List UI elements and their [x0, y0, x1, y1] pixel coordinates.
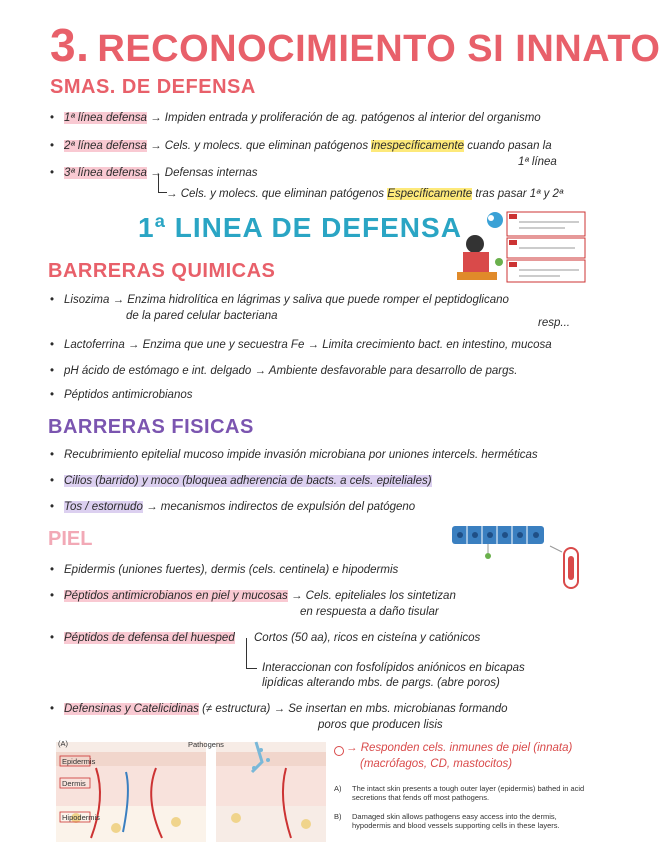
defense-lines-illustration: [455, 208, 595, 288]
piel-heading: PIEL: [48, 528, 93, 550]
smas-line-2: [64, 139, 552, 153]
fisicas-b2a: Cilios (barrido) y moco (bloquea adherencia de bacts. a cels. epiteliales): [64, 475, 432, 487]
smas-l3-text-a: → Defensas internas: [150, 167, 258, 179]
smas-l3-highlight: Específicamente: [387, 188, 473, 200]
caption-a-letter: A): [334, 784, 342, 793]
piel-b1: • Epidermis (uniones fuertes), dermis (cels. centinela) e hipodermis: [64, 563, 398, 577]
epithelium-illustration: [450, 522, 590, 598]
piel-b2-text-b: en respuesta a daño tisular: [300, 606, 439, 618]
title-number: 3.: [50, 19, 90, 71]
piel-b3-text-a: Cortos (50 aa), ricos en cisteína y catiónicos: [254, 632, 481, 644]
page-title: [50, 18, 660, 72]
quimicas-b3: • pH ácido de estómago e int. delgado → Ambiente desfavorable para desarrollo de pargs.: [64, 364, 517, 378]
fisicas-b3-term: Tos / estornudo: [64, 501, 143, 513]
smas-l2-text-c: 1ª línea: [518, 156, 557, 168]
piel-b4-term: Defensinas y Catelicidinas: [64, 703, 199, 715]
fig-label-epidermis: Epidermis: [62, 757, 96, 766]
quimicas-b1a: • Lisozima → Enzima hidrolítica en lágrimas y saliva que puede romper el peptidoglicano: [64, 293, 509, 307]
smas-l1-text: → Impiden entrada y proliferación de ag. patógenos al interior del organismo: [150, 112, 541, 124]
fig-label-pathogens: Pathogens: [188, 740, 224, 749]
caption-a: The intact skin presents a tough outer layer (epidermis) bathed in acid secretions that fends off most pathogens.: [352, 784, 585, 802]
piel-b4: [64, 702, 508, 716]
piel-b3: [64, 631, 235, 645]
caption-b-letter: B): [334, 812, 342, 821]
smas-l3-text-b: → Cels. y molecs. que eliminan patógenos: [166, 188, 384, 200]
piel-b4-text-b: poros que producen lisis: [318, 719, 443, 731]
red-annotation-a: → Responden cels. inmunes de piel (innata): [346, 742, 573, 754]
smas-l2-text-b: cuando pasan la: [467, 140, 552, 152]
piel-b2-text-a: → Cels. epiteliales los sintetizan: [290, 590, 456, 602]
smas-l2-term: 2ª línea defensa: [64, 140, 147, 152]
quimicas-b4: • Péptidos antimicrobianos: [64, 388, 193, 402]
smas-l2-text-a: → Cels. y molecs. que eliminan patógenos: [150, 140, 369, 152]
piel-b2: [64, 589, 456, 603]
fig-label-dermis: Dermis: [62, 779, 86, 788]
primera-linea-heading: 1ª LINEA DE DEFENSA: [138, 212, 462, 243]
piel-b3-term: Péptidos de defensa del huesped: [64, 632, 235, 644]
smas-line-1: [64, 111, 541, 125]
smas-l3-term: 3ª línea defensa: [64, 167, 147, 179]
epithelium-svg: [450, 522, 590, 598]
caption-b: Damaged skin allows pathogens easy access into the dermis, hypodermis and blood vessels supporting cells in these layers.: [352, 812, 560, 830]
piel-b3-text-c: lipídicas alterando mbs. de pargs. (abre poros): [262, 677, 500, 689]
fig-label-hipodermis: Hipodermis: [62, 813, 100, 822]
quimicas-b1b: de la pared celular bacteriana: [126, 310, 278, 322]
title-text: RECONOCIMIENTO SI INNATO: [97, 28, 660, 70]
smas-line-3b: [166, 187, 563, 201]
fisicas-b3: [64, 500, 415, 514]
fisicas-b3-text: → mecanismos indirectos de expulsión del patógeno: [146, 501, 416, 513]
fisicas-b2: [64, 474, 432, 488]
piel-b4-text-a: (≠ estructura) → Se insertan en mbs. microbianas formando: [202, 703, 508, 715]
quimicas-heading: BARRERAS QUIMICAS: [48, 260, 276, 282]
piel-b2-term: Péptidos antimicrobianos en piel y mucosas: [64, 590, 288, 602]
red-bullet-circle: [334, 746, 344, 756]
red-annotation-b: (macrófagos, CD, mastocitos): [360, 758, 513, 770]
quimicas-b1c: resp...: [538, 317, 570, 329]
defense-lines-svg: [455, 208, 595, 288]
piel-b3-text-b: Interaccionan con fosfolípidos aniónicos en bicapas: [262, 662, 525, 674]
fisicas-heading: BARRERAS FISICAS: [48, 416, 254, 438]
smas-heading: SMAS. DE DEFENSA: [50, 76, 256, 98]
skin-figure: [56, 738, 326, 844]
smas-l1-term: 1ª línea defensa: [64, 112, 147, 124]
smas-l2-highlight: inespecíficamente: [371, 140, 464, 152]
fig-label-a: (A): [58, 739, 68, 748]
fisicas-b1: • Recubrimiento epitelial mucoso impide invasión microbiana por uniones intercels. herméticas: [64, 448, 538, 462]
skin-figure-svg: [56, 738, 326, 844]
smas-l3-text-c: tras pasar 1ª y 2ª: [475, 188, 564, 200]
quimicas-b2: • Lactoferrina → Enzima que une y secuestra Fe → Limita crecimiento bact. en intestino, mucosa: [64, 338, 552, 352]
